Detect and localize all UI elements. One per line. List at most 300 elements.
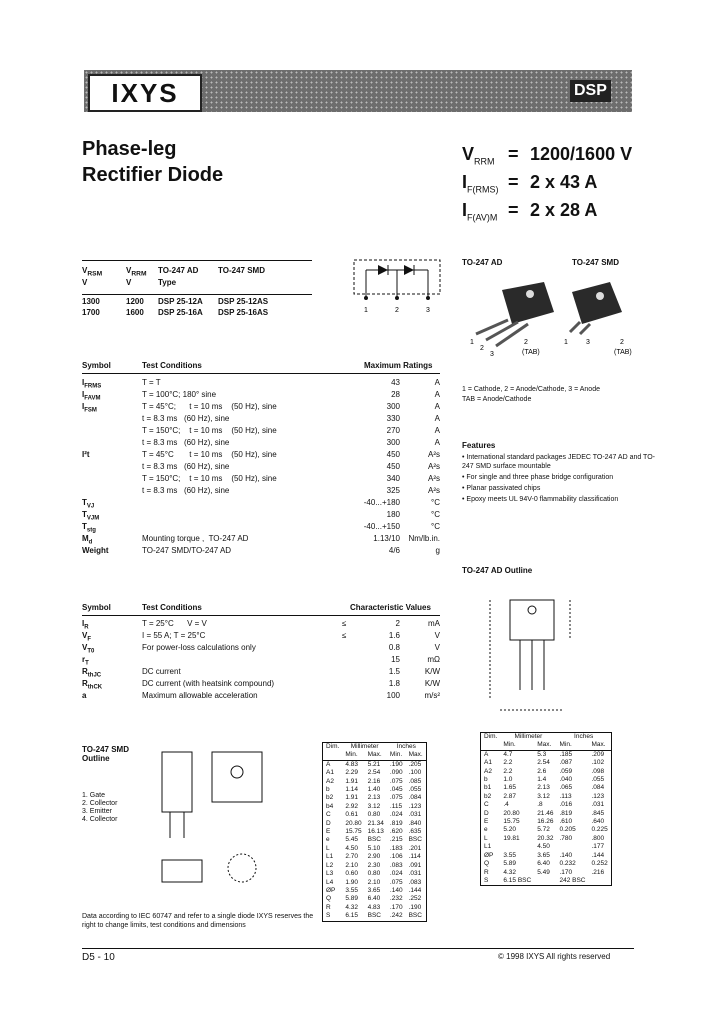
smd-dim-row xyxy=(323,895,427,903)
smd-dim-row-cell: b2 xyxy=(326,794,334,802)
svg-text:3: 3 xyxy=(490,351,494,358)
char-symbol: $R_{thJC}$ xyxy=(82,667,102,679)
smd-dim-row-cell: 5.21 xyxy=(367,760,381,768)
ad-dim-row-cell: .780 xyxy=(559,834,573,842)
char-cond: DC current xyxy=(142,667,181,676)
ad-dim-row-cell: 2.87 xyxy=(503,792,517,800)
smd-dim-row-cell: .031 xyxy=(408,811,422,819)
rating-unit: A²s xyxy=(428,474,440,483)
char-row xyxy=(82,631,440,643)
rating-row xyxy=(82,474,440,486)
ordering-row xyxy=(82,297,322,308)
ad-dim-row-cell: .059 xyxy=(559,767,573,775)
rating-cond: Mounting torque , TO-247 AD xyxy=(142,534,249,543)
ordering-table: $V_{RSM}$ $V_{RRM}$ TO-247 AD TO-247 SMD V V Type 1300 1200 DSP 25-12A DSP 25-12AS 1700 1600 DSP 25-16A DSP 25-16AS xyxy=(82,266,322,319)
smd-dim-row-cell: .115 xyxy=(389,802,403,810)
char-value: 1.6 xyxy=(388,631,400,640)
smd-dim-row-cell: 1.14 xyxy=(345,786,359,794)
ad-dim-row-cell: Q xyxy=(484,860,490,868)
rating-cond: t = 8.3 ms (60 Hz), sine xyxy=(142,462,230,471)
rating-row xyxy=(82,402,440,414)
smd-dim-row-cell: .215 xyxy=(389,836,403,844)
rating-value: 300 xyxy=(386,438,400,447)
char-value: 2 xyxy=(395,619,400,628)
rating-row xyxy=(82,450,440,462)
char-sub: thCK xyxy=(87,684,103,691)
smd-dim-row-cell: .083 xyxy=(389,861,403,869)
ad-dim-row-cell: 4.32 xyxy=(503,868,517,876)
ad-dim-row-cell: 15.75 xyxy=(503,818,520,826)
smd-dim-row-cell: b4 xyxy=(326,802,334,810)
rating-symbol: $I_{FAVM}$ xyxy=(82,390,101,402)
rating-cond: T = T xyxy=(142,378,161,387)
outline-smd-drawing xyxy=(152,742,270,892)
ad-dim-row-cell: 0.252 xyxy=(591,860,608,868)
char-unit: mΩ xyxy=(427,655,440,664)
rating-value: -40...+150 xyxy=(363,522,400,531)
ad-dim-row-cell: L xyxy=(484,834,488,842)
smd-pin: 1. Gate xyxy=(82,792,105,799)
smd-dim-row-cell: .201 xyxy=(408,844,422,852)
char-row xyxy=(82,667,440,679)
smd-dim-row-cell: b xyxy=(326,786,330,794)
char-unit: V xyxy=(434,643,440,652)
char-symbol: a xyxy=(82,691,87,700)
ad-dim-row xyxy=(481,869,612,877)
ordering-cell: DSP 25-16A xyxy=(158,308,203,317)
spec-subscript: F(AV)M xyxy=(467,212,498,223)
ad-dim-row xyxy=(481,860,612,868)
rating-unit: g xyxy=(435,546,440,555)
smd-dim-row-cell: .123 xyxy=(408,802,422,810)
smd-dim-row-cell: A xyxy=(326,760,331,768)
smd-dim-row-cell: BSC xyxy=(367,912,382,920)
ad-dim-row-cell: .209 xyxy=(591,750,605,758)
rating-value: 43 xyxy=(391,378,400,387)
ad-dim-row-cell: 4.7 xyxy=(503,750,513,758)
char-unit: m/s² xyxy=(424,691,440,700)
smd-dim-row-cell: BSC xyxy=(367,836,382,844)
ad-dim-row-cell: .113 xyxy=(559,792,572,800)
smd-dim-row-cell: C xyxy=(326,811,331,819)
rating-symbol: $I_{FSM}$ xyxy=(82,402,97,414)
char-cond: I = 55 A; T = 25°C xyxy=(142,631,206,640)
ordering-h3: TO-247 AD xyxy=(158,266,199,275)
mr-h-cond: Test Conditions xyxy=(142,361,202,370)
smd-dim-row xyxy=(323,904,427,912)
smd-dim-row xyxy=(323,778,427,786)
ordering-cell: 1600 xyxy=(126,308,144,317)
ad-dim-row xyxy=(481,818,612,826)
title-line2: Rectifier Diode xyxy=(82,164,224,186)
char-row xyxy=(82,655,440,667)
ordering-h4: TO-247 SMD xyxy=(218,266,265,275)
ad-dim-row-cell: .819 xyxy=(559,809,573,817)
rating-sub: stg xyxy=(86,527,96,534)
ordering-cell: 1700 xyxy=(82,308,100,317)
rating-cond: T = 150°C; t = 10 ms (50 Hz), sine xyxy=(142,426,277,435)
rating-value: 450 xyxy=(386,450,400,459)
ixys-logo: IXYS xyxy=(88,74,202,112)
smd-dim-row-cell: 2.92 xyxy=(345,802,359,810)
ad-dim-row-cell: 0.205 xyxy=(559,826,576,834)
smd-dim-row xyxy=(323,769,427,777)
rating-value: 270 xyxy=(386,426,400,435)
ad-dim-row-cell: 2.6 xyxy=(537,767,547,775)
rating-row xyxy=(82,534,440,546)
to247ad-image xyxy=(476,282,554,346)
smd-dim-row-cell: .205 xyxy=(408,760,422,768)
char-value: 15 xyxy=(391,655,400,664)
smd-dim-row-cell: BSC xyxy=(408,912,422,920)
ad-dim-row-cell: 2.2 xyxy=(503,759,513,767)
svg-text:2: 2 xyxy=(524,339,528,346)
rating-row xyxy=(82,438,440,450)
ad-dim-row-cell: 3.12 xyxy=(537,792,550,800)
ad-dim-row-cell: .055 xyxy=(591,776,605,784)
smd-dim-row-cell: 2.30 xyxy=(367,861,381,869)
rating-cond: t = 8.3 ms (60 Hz), sine xyxy=(142,486,230,495)
rating-row xyxy=(82,426,440,438)
rating-row xyxy=(82,546,440,558)
smd-dim-row-cell: 0.60 xyxy=(345,870,359,878)
smd-pin: 3. Emitter xyxy=(82,808,112,815)
ad-dim-row-cell xyxy=(589,877,612,886)
ad-dim-row-cell: .8 xyxy=(537,801,543,809)
spec-value: 2 x 43 A xyxy=(530,172,598,192)
smd-dim-row-cell: BSC xyxy=(408,836,422,844)
rating-unit: °C xyxy=(431,510,440,519)
ad-dim-row-cell: 6.15 BSC xyxy=(503,876,532,884)
smd-dim-row-cell: .085 xyxy=(408,777,422,785)
ad-dim-row-cell xyxy=(534,877,556,886)
smd-dim-row xyxy=(323,845,427,853)
features-list xyxy=(462,453,662,506)
ad-dim-row-cell: .185 xyxy=(559,750,573,758)
char-row xyxy=(82,643,440,655)
smd-dim-row xyxy=(323,828,427,836)
rating-symbol: $T_{stg}$ xyxy=(82,522,96,534)
ad-dim-row-cell: .610 xyxy=(559,818,573,826)
smd-dim-row-cell: .075 xyxy=(389,878,403,886)
smd-dim-row-cell: 16.13 xyxy=(367,828,384,836)
smd-pin: 2. Collector xyxy=(82,800,118,807)
smd-dim-row-cell: L4 xyxy=(326,878,334,886)
smd-dim-row-cell: .075 xyxy=(389,777,403,785)
rating-unit: A xyxy=(434,438,440,447)
spec-symbol: $I_{F(AV)M}$ xyxy=(462,200,498,223)
ad-dim-row-cell: 242 BSC xyxy=(559,876,586,884)
features-title: Features xyxy=(462,441,496,450)
smd-dim-row-cell: .045 xyxy=(389,786,403,794)
smd-dim-row-cell: .620 xyxy=(389,828,403,836)
char-value: 1.8 xyxy=(388,679,400,688)
smd-dim-row-cell: 0.80 xyxy=(367,870,381,878)
ad-dim-row xyxy=(481,810,612,818)
page-number: D5 - 10 xyxy=(82,952,115,963)
smd-dim-row xyxy=(323,760,427,769)
smd-dim-row xyxy=(323,887,427,895)
smd-dim-row-cell: 3.65 xyxy=(367,886,381,894)
rating-sub: FRMS xyxy=(84,383,102,390)
smd-dim-row-cell: .024 xyxy=(389,811,403,819)
svg-text:(TAB): (TAB) xyxy=(614,349,632,356)
ordering-cell: DSP 25-16AS xyxy=(218,308,269,317)
smd-dim-row xyxy=(323,836,427,844)
char-value: 1.5 xyxy=(388,667,400,676)
rating-unit: A xyxy=(434,378,440,387)
rating-symbol: $M_d$ xyxy=(82,534,93,546)
smd-dim-row-cell: 5.89 xyxy=(345,895,359,903)
rating-unit: A xyxy=(434,414,440,423)
svg-text:1: 1 xyxy=(564,339,568,346)
rating-unit: °C xyxy=(431,522,440,531)
smd-dim-row-cell: .091 xyxy=(408,861,422,869)
ad-dim-row-cell: C xyxy=(484,801,489,809)
ad-dim-row-cell: S xyxy=(484,876,489,884)
smd-dim-row-cell: .170 xyxy=(389,903,403,911)
spec-symbol: $V_{RRM}$ xyxy=(462,144,495,167)
ad-dim-row-cell: .170 xyxy=(559,868,573,876)
rating-sub: d xyxy=(88,539,93,546)
smd-dim-row-cell: 5.10 xyxy=(367,844,381,852)
rating-unit: A xyxy=(434,402,440,411)
smd-dim-row xyxy=(323,794,427,802)
ad-dim-row-cell: .031 xyxy=(591,801,605,809)
ad-dim-row xyxy=(481,776,612,784)
rating-cond: T = 45°C t = 10 ms (50 Hz), sine xyxy=(142,450,277,459)
ad-dim-row-cell: 1.65 xyxy=(503,784,517,792)
spec-subscript: RRM xyxy=(474,156,495,167)
ordering-cell: 1300 xyxy=(82,297,100,306)
ad-dim-row-cell: 16.26 xyxy=(537,818,554,826)
smd-dim-row-cell: .819 xyxy=(389,819,403,827)
smd-dim-row xyxy=(323,879,427,887)
ad-dim-row xyxy=(481,801,612,809)
cv-h-val: Characteristic Values xyxy=(350,603,431,612)
ordering-h2: $V_{RRM}$ xyxy=(126,266,147,278)
smd-dim-row-cell: .090 xyxy=(389,769,403,777)
outline-ad-table: Dim. Millimeter Inches Min. Max. Min. Max. A 4.7 5.3 .185 .209 A1 2.2 2.54 .087 .102 A2 2.2 2.6 .059 .098 b 1.0 1.4 .040 .055 b1 1.65 2.13 .065 .084 b2 2.87 3.12 .113 .123 C .4 .8 .016 .031 D 20.80 21.46 .819 .845 E 15.75 16.26 .610 .640 e 5.20 5.72 0.205 0.225 L 19.81 20.32 .780 .800 L1 4.50 .177 ØP 3.55 3.65 .140 .144 Q 5.89 6.40 0.232 0.252 R 4.32 5.49 .170 .216 S 6.15 BSC 242 BSC xyxy=(480,732,612,886)
ad-dim-row-cell: 5.49 xyxy=(537,868,550,876)
rating-value: 340 xyxy=(386,474,400,483)
spec-subscript: F(RMS) xyxy=(467,184,499,195)
smd-dim-row-cell: .075 xyxy=(389,794,403,802)
ad-dim-row-cell: e xyxy=(484,826,488,834)
ad-dim-row-cell: 0.225 xyxy=(591,826,608,834)
smd-dim-row-cell: 2.10 xyxy=(367,878,381,886)
ordering-row xyxy=(82,308,322,319)
ad-dim-row-cell: 1.0 xyxy=(503,776,513,784)
ad-dim-row-cell: L1 xyxy=(484,843,492,851)
smd-dim-row-cell: D xyxy=(326,819,331,827)
ad-dim-row xyxy=(481,852,612,860)
ad-dim-row-cell: .144 xyxy=(591,851,605,859)
rating-row xyxy=(82,390,440,402)
ad-dim-row-cell: 21.46 xyxy=(537,809,554,817)
ad-dim-row-cell: R xyxy=(484,868,489,876)
outline-smd-title: TO-247 SMD Outline xyxy=(82,745,129,763)
ad-dim-row-cell: 2.2 xyxy=(503,767,513,775)
smd-dim-row-cell: 21.34 xyxy=(367,819,384,827)
smd-dim-row-cell: .031 xyxy=(408,870,422,878)
ad-dim-row-cell: .123 xyxy=(591,792,605,800)
diode-schematic xyxy=(352,258,442,316)
char-unit: V xyxy=(434,631,440,640)
ad-dim-row-cell: A1 xyxy=(484,759,492,767)
rating-symbol: Weight xyxy=(82,546,109,555)
ordering-h1: $V_{RSM}$ xyxy=(82,266,103,278)
ad-dim-row xyxy=(481,768,612,776)
smd-dim-row-cell: 20.80 xyxy=(345,819,362,827)
rating-row xyxy=(82,486,440,498)
title-line1: Phase-leg xyxy=(82,138,177,160)
to247smd-image xyxy=(570,282,622,334)
ad-dim-row-cell: .140 xyxy=(559,851,573,859)
feature-item: • Planar passivated chips xyxy=(462,485,541,492)
smd-dim-row-cell: L3 xyxy=(326,870,334,878)
rating-row xyxy=(82,414,440,426)
char-value: 100 xyxy=(386,691,400,700)
ad-dim-row-cell: 20.32 xyxy=(537,834,554,842)
pin-legend-2: TAB = Anode/Cathode xyxy=(462,396,532,403)
smd-dim-row-cell: S xyxy=(326,912,331,920)
ad-dim-row-cell: E xyxy=(484,818,489,826)
smd-dim-row-cell: 4.83 xyxy=(345,760,359,768)
smd-pin-list xyxy=(82,792,117,824)
char-limit: ≤ xyxy=(342,631,347,640)
package-photos xyxy=(462,272,642,362)
ad-dim-row-cell: .098 xyxy=(591,767,605,775)
rating-unit: A xyxy=(434,426,440,435)
char-limit: ≤ xyxy=(342,619,347,628)
ad-dim-row xyxy=(481,877,612,886)
rating-value: 450 xyxy=(386,462,400,471)
outline-ad-title: TO-247 AD Outline xyxy=(462,566,533,575)
max-ratings-table xyxy=(82,378,440,558)
smd-dim-row-cell: Q xyxy=(326,895,332,903)
rating-sub: FAVM xyxy=(84,395,101,402)
smd-dim-row xyxy=(323,870,427,878)
smd-dim-row-cell: .242 xyxy=(389,912,403,920)
smd-dim-row-cell: 2.70 xyxy=(345,853,359,861)
ad-dim-row-cell: 4.50 xyxy=(537,843,550,851)
char-symbol: $I_R$ xyxy=(82,619,89,631)
spec-value: 1200/1600 V xyxy=(530,144,633,164)
rating-unit: °C xyxy=(431,498,440,507)
char-symbol: $V_{T0}$ xyxy=(82,643,95,655)
spec-value: 2 x 28 A xyxy=(530,200,598,220)
smd-dim-row-cell: A1 xyxy=(326,769,334,777)
rating-sub: FSM xyxy=(84,407,97,414)
ad-dim-row-cell xyxy=(500,843,534,851)
ad-dim-row-cell: .4 xyxy=(503,801,509,809)
ad-dim-row-cell: .216 xyxy=(591,868,605,876)
char-sub: T xyxy=(85,660,89,667)
feature-item: • Epoxy meets UL 94V-0 flammability classification xyxy=(462,496,619,503)
ad-dim-row xyxy=(481,826,612,834)
smd-dim-row xyxy=(323,803,427,811)
smd-dim-row-cell: .840 xyxy=(408,819,422,827)
smd-dim-row-cell: .140 xyxy=(389,886,403,894)
spec-equals: = xyxy=(508,200,519,220)
smd-dim-row-cell: .190 xyxy=(389,760,403,768)
rating-value: 300 xyxy=(386,402,400,411)
char-row xyxy=(82,679,440,691)
smd-dim-row-cell: 1.91 xyxy=(345,794,359,802)
ad-dim-row-cell: .016 xyxy=(559,801,573,809)
smd-pin: 4. Collector xyxy=(82,816,118,823)
ad-dim-row xyxy=(481,750,612,759)
rating-cond: T = 100°C; 180° sine xyxy=(142,390,217,399)
outline-smd-table: Dim. Millimeter Inches Min. Max. Min. Max. A 4.83 5.21 .190 .205 A1 2.29 2.54 .090 .100 A2 1.91 2.16 .075 .085 b 1.14 1.40 .045 .055 b2 1.91 2.13 .075 .084 b4 2.92 3.12 .115 .123 C 0.61 0.80 .024 .031 D 20.80 21.34 .819 .840 E 15.75 16.13 .620 .635 e 5.45 BSC .215 BSC L 4.50 5.10 .183 .201 L1 2.70 2.90 .106 .114 L2 2.10 2.30 .083 .091 L3 0.60 0.80 .024 .031 L4 1.90 2.10 .075 .083 ØP 3.55 3.65 .140 .144 Q 5.89 6.40 .232 .252 R 4.32 4.83 .170 .190 S 6.15 BSC .242 BSC xyxy=(322,742,427,922)
smd-dim-row-cell: 1.90 xyxy=(345,878,359,886)
smd-dim-row-cell: 2.54 xyxy=(367,769,381,777)
svg-text:2: 2 xyxy=(480,345,484,352)
spec-symbol: $I_{F(RMS)}$ xyxy=(462,172,499,195)
cv-h-cond: Test Conditions xyxy=(142,603,202,612)
smd-dim-row-cell: .024 xyxy=(389,870,403,878)
ad-dim-row-cell: .177 xyxy=(591,843,605,851)
ad-dim-row-cell: .845 xyxy=(591,809,605,817)
smd-dim-row-cell: .084 xyxy=(408,794,422,802)
rating-value: 4/6 xyxy=(388,546,400,555)
smd-dim-row xyxy=(323,912,427,921)
smd-dim-row xyxy=(323,820,427,828)
rating-unit: A²s xyxy=(428,486,440,495)
char-cond: Maximum allowable acceleration xyxy=(142,691,258,700)
smd-dim-row-cell: 3.55 xyxy=(345,886,359,894)
rating-cond: T = 45°C; t = 10 ms (50 Hz), sine xyxy=(142,402,277,411)
ad-dim-row-cell: 5.3 xyxy=(537,750,547,758)
smd-dim-row xyxy=(323,853,427,861)
char-cond: DC current (with heatsink compound) xyxy=(142,679,275,688)
smd-dim-row-cell: .083 xyxy=(408,878,422,886)
ad-dim-row-cell: 5.72 xyxy=(537,826,550,834)
rating-value: 180 xyxy=(386,510,400,519)
rating-row xyxy=(82,498,440,510)
char-unit: K/W xyxy=(424,679,440,688)
smd-dim-row-cell: 2.16 xyxy=(367,777,381,785)
svg-text:2: 2 xyxy=(620,339,624,346)
char-sub: R xyxy=(84,624,89,631)
rating-row xyxy=(82,378,440,390)
ad-dim-row-cell: 20.80 xyxy=(503,809,520,817)
smd-dim-row-cell: 1.91 xyxy=(345,777,359,785)
ad-dim-row-cell: 3.55 xyxy=(503,851,517,859)
pin-legend-1: 1 = Cathode, 2 = Anode/Cathode, 3 = Anode xyxy=(462,386,600,393)
feature-item: • For single and three phase bridge configuration xyxy=(462,474,614,481)
ordering-cell: DSP 25-12A xyxy=(158,297,203,306)
rating-row xyxy=(82,522,440,534)
smd-dim-row-cell: 6.40 xyxy=(367,895,381,903)
char-cond: For power-loss calculations only xyxy=(142,643,256,652)
char-values-table xyxy=(82,619,440,703)
ad-dim-row-cell: 2.54 xyxy=(537,759,550,767)
rating-sub: VJ xyxy=(86,503,95,510)
char-symbol: $r_T$ xyxy=(82,655,89,667)
char-symbol: $R_{thCK}$ xyxy=(82,679,103,691)
ad-dim-row-cell: 6.40 xyxy=(537,860,550,868)
ad-dim-row-cell: 19.81 xyxy=(503,834,520,842)
ad-dim-row-cell: 5.20 xyxy=(503,826,517,834)
ad-dim-row-cell: D xyxy=(484,809,489,817)
smd-dim-row-cell: L xyxy=(326,844,330,852)
smd-dim-row-cell: 2.90 xyxy=(367,853,381,861)
rating-unit: A xyxy=(434,390,440,399)
rating-value: 330 xyxy=(386,414,400,423)
svg-text:1: 1 xyxy=(470,339,474,346)
